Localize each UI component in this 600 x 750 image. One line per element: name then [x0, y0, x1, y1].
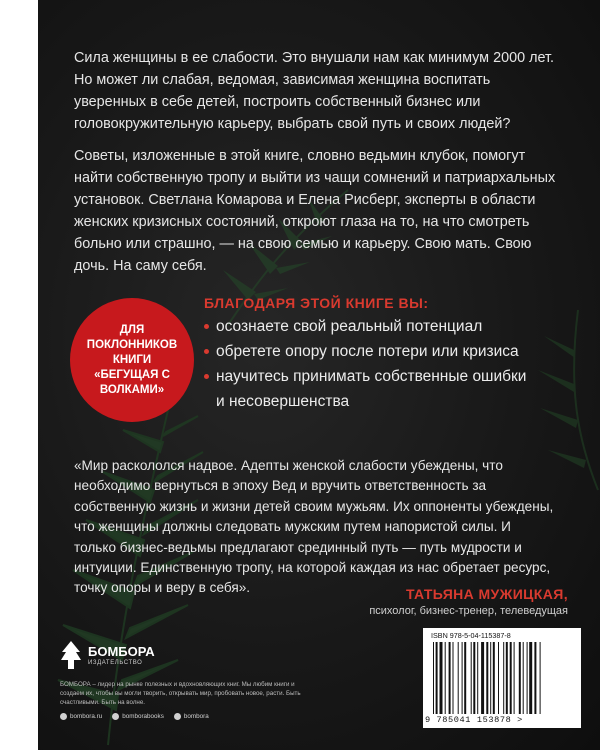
- barcode-bar: [481, 642, 484, 714]
- publisher-logo: [60, 640, 155, 670]
- isbn-barcode-box: [423, 628, 581, 728]
- barcode-bar: [471, 642, 472, 714]
- barcode-bar: [503, 642, 504, 714]
- barcode-bar: [523, 642, 524, 714]
- barcode-bar: [449, 642, 451, 714]
- testimonial-quote: «Мир раскололся надвое. Адепты женской слабости убеждены, что необходимо вернуться в эпоху Вед и вручить ответственность за собственную жизнь и жизни детей своим мужьям. Их оппоненты убеждены, что женщины должны следовать мужским путем напористой силы. И только бизнес-ведьмы предлагают срединный путь — путь мудрости и интуиции. Единственную тропу, на которой каждая из нас обретает ресурс, точку опоры и веру в себя».: [74, 458, 554, 596]
- barcode-bar: [464, 642, 466, 714]
- barcode-bar: [490, 642, 491, 714]
- bullet-icon: [204, 374, 209, 379]
- barcode: [431, 642, 573, 714]
- bombora-logo-icon: [60, 640, 82, 670]
- barcode-bar: [540, 642, 541, 714]
- barcode-bar: [527, 642, 528, 714]
- benefits-title: БЛАГОДАРЯ ЭТОЙ КНИГЕ ВЫ:: [204, 295, 429, 311]
- barcode-bar: [529, 642, 532, 714]
- badge-text: ДЛЯ ПОКЛОННИКОВ КНИГИ «БЕГУЩАЯ С ВОЛКАМИ»: [86, 323, 178, 396]
- telegram-icon: [174, 713, 181, 720]
- bullet-icon: [204, 349, 209, 354]
- isbn-label: ISBN 978-5-04-115387-8: [431, 631, 511, 640]
- publisher-description: БОМБОРА – лидер на рынке полезных и вдохновляющих книг. Мы любим книги и создаем их, чтобы вы могли творить, открывать мир, пробовать новое, расти. Быть счастливыми. Быть на волне.: [60, 681, 301, 706]
- barcode-bar: [498, 642, 499, 714]
- recommendation-badge: [70, 298, 194, 422]
- benefit-item-continuation: и несовершенства: [216, 393, 350, 410]
- social-links: [60, 713, 209, 720]
- barcode-bar: [519, 642, 521, 714]
- social-link-vk[interactable]: bomborabooks: [112, 713, 164, 720]
- barcode-bar: [477, 642, 478, 714]
- barcode-bar: [486, 642, 488, 714]
- publisher-subtitle: ИЗДАТЕЛЬСТВО: [88, 659, 143, 666]
- quote-author: ТАТЬЯНА МУЖИЦКАЯ,: [405, 586, 568, 602]
- publisher-name: БОМБОРА: [88, 643, 155, 659]
- bullet-icon: [204, 324, 209, 329]
- social-link-telegram[interactable]: bombora: [174, 713, 209, 720]
- barcode-bar: [433, 642, 434, 714]
- barcode-digits: 9 785041 153878 >: [425, 715, 523, 725]
- barcode-bar: [458, 642, 459, 714]
- barcode-bar: [493, 642, 495, 714]
- web-icon: [60, 713, 67, 720]
- intro-paragraph-1: Сила женщины в ее слабости. Это внушали нам как минимум 2000 лет. Но может ли слабая, ведомая, зависимая женщина воспитать уверенных в себе детей, построить собственный бизнес или головокружительную карьеру, выбрать свой путь и своих людей?: [74, 50, 555, 132]
- back-cover: [38, 0, 600, 750]
- quote-author-role: психолог, бизнес-тренер, телеведущая: [369, 605, 568, 617]
- intro-paragraph-2: Советы, изложенные в этой книге, словно ведьмин клубок, помогут найти собственную тропу и выйти из чащи сомнений и патриархальных установок. Светлана Комарова и Елена Рисберг, эксперты в области женских кризисных состояний, откроют глаза на то, на что смотреть больно или страшно, — на свою семью и карьеру. Свою мать. Свою дочь. На саму себя.: [74, 148, 556, 274]
- barcode-bar: [514, 642, 515, 714]
- benefit-item: осознаете свой реальный потенциал: [204, 314, 544, 339]
- benefit-item: обретете опору после потери или кризиса: [204, 339, 544, 364]
- barcode-bar: [473, 642, 475, 714]
- barcode-bar: [534, 642, 536, 714]
- barcode-bar: [462, 642, 463, 714]
- barcode-bar: [506, 642, 508, 714]
- barcode-bar: [510, 642, 512, 714]
- social-link-web[interactable]: bombora.ru: [60, 713, 102, 720]
- vk-icon: [112, 713, 119, 720]
- barcode-bar: [436, 642, 438, 714]
- barcode-bar: [453, 642, 454, 714]
- benefit-item: научитесь принимать собственные ошибки: [204, 364, 544, 389]
- barcode-bar: [440, 642, 443, 714]
- benefits-list: [204, 314, 544, 414]
- barcode-bar: [445, 642, 446, 714]
